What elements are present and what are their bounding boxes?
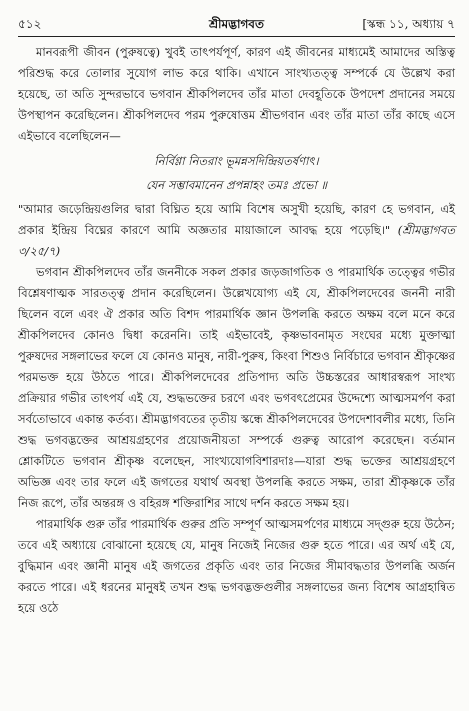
header-divider	[18, 36, 455, 37]
chapter-reference: [স্কন্ধ ১১, অধ্যায় ৭	[362, 17, 455, 31]
scripture-reference: (শ্রীমদ্ভাগবত ৩/২৫/৭)	[18, 223, 455, 258]
sanskrit-verse-line-2: যেন সম্ভাবমানেন প্রপন্নাহং তমঃ প্রভো ॥	[146, 178, 327, 192]
verse-translation	[18, 199, 455, 262]
translation-text: "আমার জড়েন্দ্রিয়গুলির দ্বারা বিঘ্নিত হয়ে আমি বিশেষ অসুখী হয়েছি, কারণ হে ভগবান, এই প্রকার ইন্দ্রিয় বিঘ্নের কারণে আমি অজ্ঞতার মায়াজালে আবদ্ধ হয়ে পড়েছি।"	[18, 202, 455, 237]
paragraph-guru: পারমার্থিক গুরু তাঁর পারমার্থিক গুরুর প্রতি সম্পূর্ণ আত্মসমর্পণের মাধ্যমে সদ্গুরু হয়ে উঠেন; তবে এই অধ্যায়ে বোঝানো হয়েছে যে, মানুষ নিজেই নিজের গুরু হতে পারে। এর অর্থ এই যে, বুদ্ধিমান এবং জ্ঞানী মানুষ এই জগতের প্রকৃতি এবং তার নিজের সীমাবদ্ধতার উপলব্ধি অর্জন করতে পারে। এই ধরনের মানুষই তখন শুদ্ধ ভগবদ্ভক্তগুলীর সঙ্গলাভের জন্য বিশেষ আগ্রহান্বিত হয়ে ওঠে	[18, 517, 455, 615]
paragraph-body: ভগবান শ্রীকপিলদেব তাঁর জননীকে সকল প্রকার জড়জাগতিক ও পারমার্থিক তত্ত্বের গভীর বিশ্লেষণাত্মক সারতত্ত্ব প্রদান করেছিলেন। উল্লেখযোগ্য এই যে, শ্রীকপিলদেবের জননী নারী ছিলেন বলে এবং ঐ প্রকার অতি বিশদ পারমার্থিক জ্ঞান উপলব্ধি করতে অক্ষম বলে মনে করে শ্রীকপিলদেব কোনও দ্বিধা করেননি। তাই এইভাবেই, কৃষ্ণভাবনামৃত সংঘের মধ্যে মুক্তাত্মা পুরুষদের সঙ্গলাভের ফলে যে কোনও মানুষ, নারী-পুরুষ, কিংবা শিশুও নির্বিচারে ভগবান শ্রীকৃষ্ণের পরমভক্ত হয়ে উঠতে পারে। শ্রীকপিলদেবের প্রতিপাদ্য অতি উচ্চস্তরের আধারস্বরূপ সাংখ্য প্রক্রিয়ার গভীর তাৎপর্য এই যে, শুদ্ধভক্তের চরণে এবং ভগবৎপ্রেমের উদ্দেশ্যে আত্মসমর্পণ করা সর্বতোভাবে একান্ত কর্তব্য। শ্রীমদ্ভাগবতের তৃতীয় স্কন্ধে শ্রীকপিলদেবের উপদেশাবলীর মধ্যে, তিনি শুদ্ধ ভগবদ্ভক্তের আশ্রয়গ্রহণের প্রয়োজনীয়তা সম্পর্কে গুরুত্ব আরোপ করেছেন। বর্তমান শ্লোকটিতে ভগবান শ্রীকৃষ্ণ বলেছেন, সাংখ্যযোগবিশারদাঃ—যারা শুদ্ধ ভক্তের আশ্রয়গ্রহণে অভিজ্ঞ এবং তার ফলে এই জগতের যথার্থ অবস্থা উপলব্ধি করতে সক্ষম, তারা শ্রীকৃষ্ণকে তাঁর নিজ রূপে, তাঁর অন্তরঙ্গ ও বহিরঙ্গ শক্তিরাশির সাথে দর্শন করতে সক্ষম হয়।	[18, 265, 455, 510]
page-number: ৫১২	[18, 17, 42, 31]
sanskrit-verse-line-1: নির্বিণ্ণা নিতরাং ভূমন্নসদিন্দ্রিয়তর্ষণাৎ।	[154, 154, 319, 168]
page-header	[18, 12, 455, 36]
book-title: শ্রীমদ্ভাগবত	[208, 17, 264, 31]
paragraph-intro: মানবরূপী জীবন (পুরুষত্বে) খুবই তাৎপর্যপূর্ণ, কারণ এই জীবনের মাধ্যমেই আমাদের অস্তিত্ব পরিশুদ্ধ করে তোলার সুযোগ লাভ করে থাকি। এখানে সাংখ্যতত্ত্ব সম্পর্কে যে উল্লেখ করা হয়েছে, তা অতি সুন্দরভাবে ভগবান শ্রীকপিলদেব তাঁর মাতা দেবহূতিকে উপদেশ প্রদানের সময়ে উপস্থাপন করেছিলেন। শ্রীকপিলদেব পরম পুরুষোত্তম শ্রীভগবান এবং তাঁর মাতা তাঁর কাছে এসে এইভাবে বলেছিলেন—	[18, 45, 455, 143]
